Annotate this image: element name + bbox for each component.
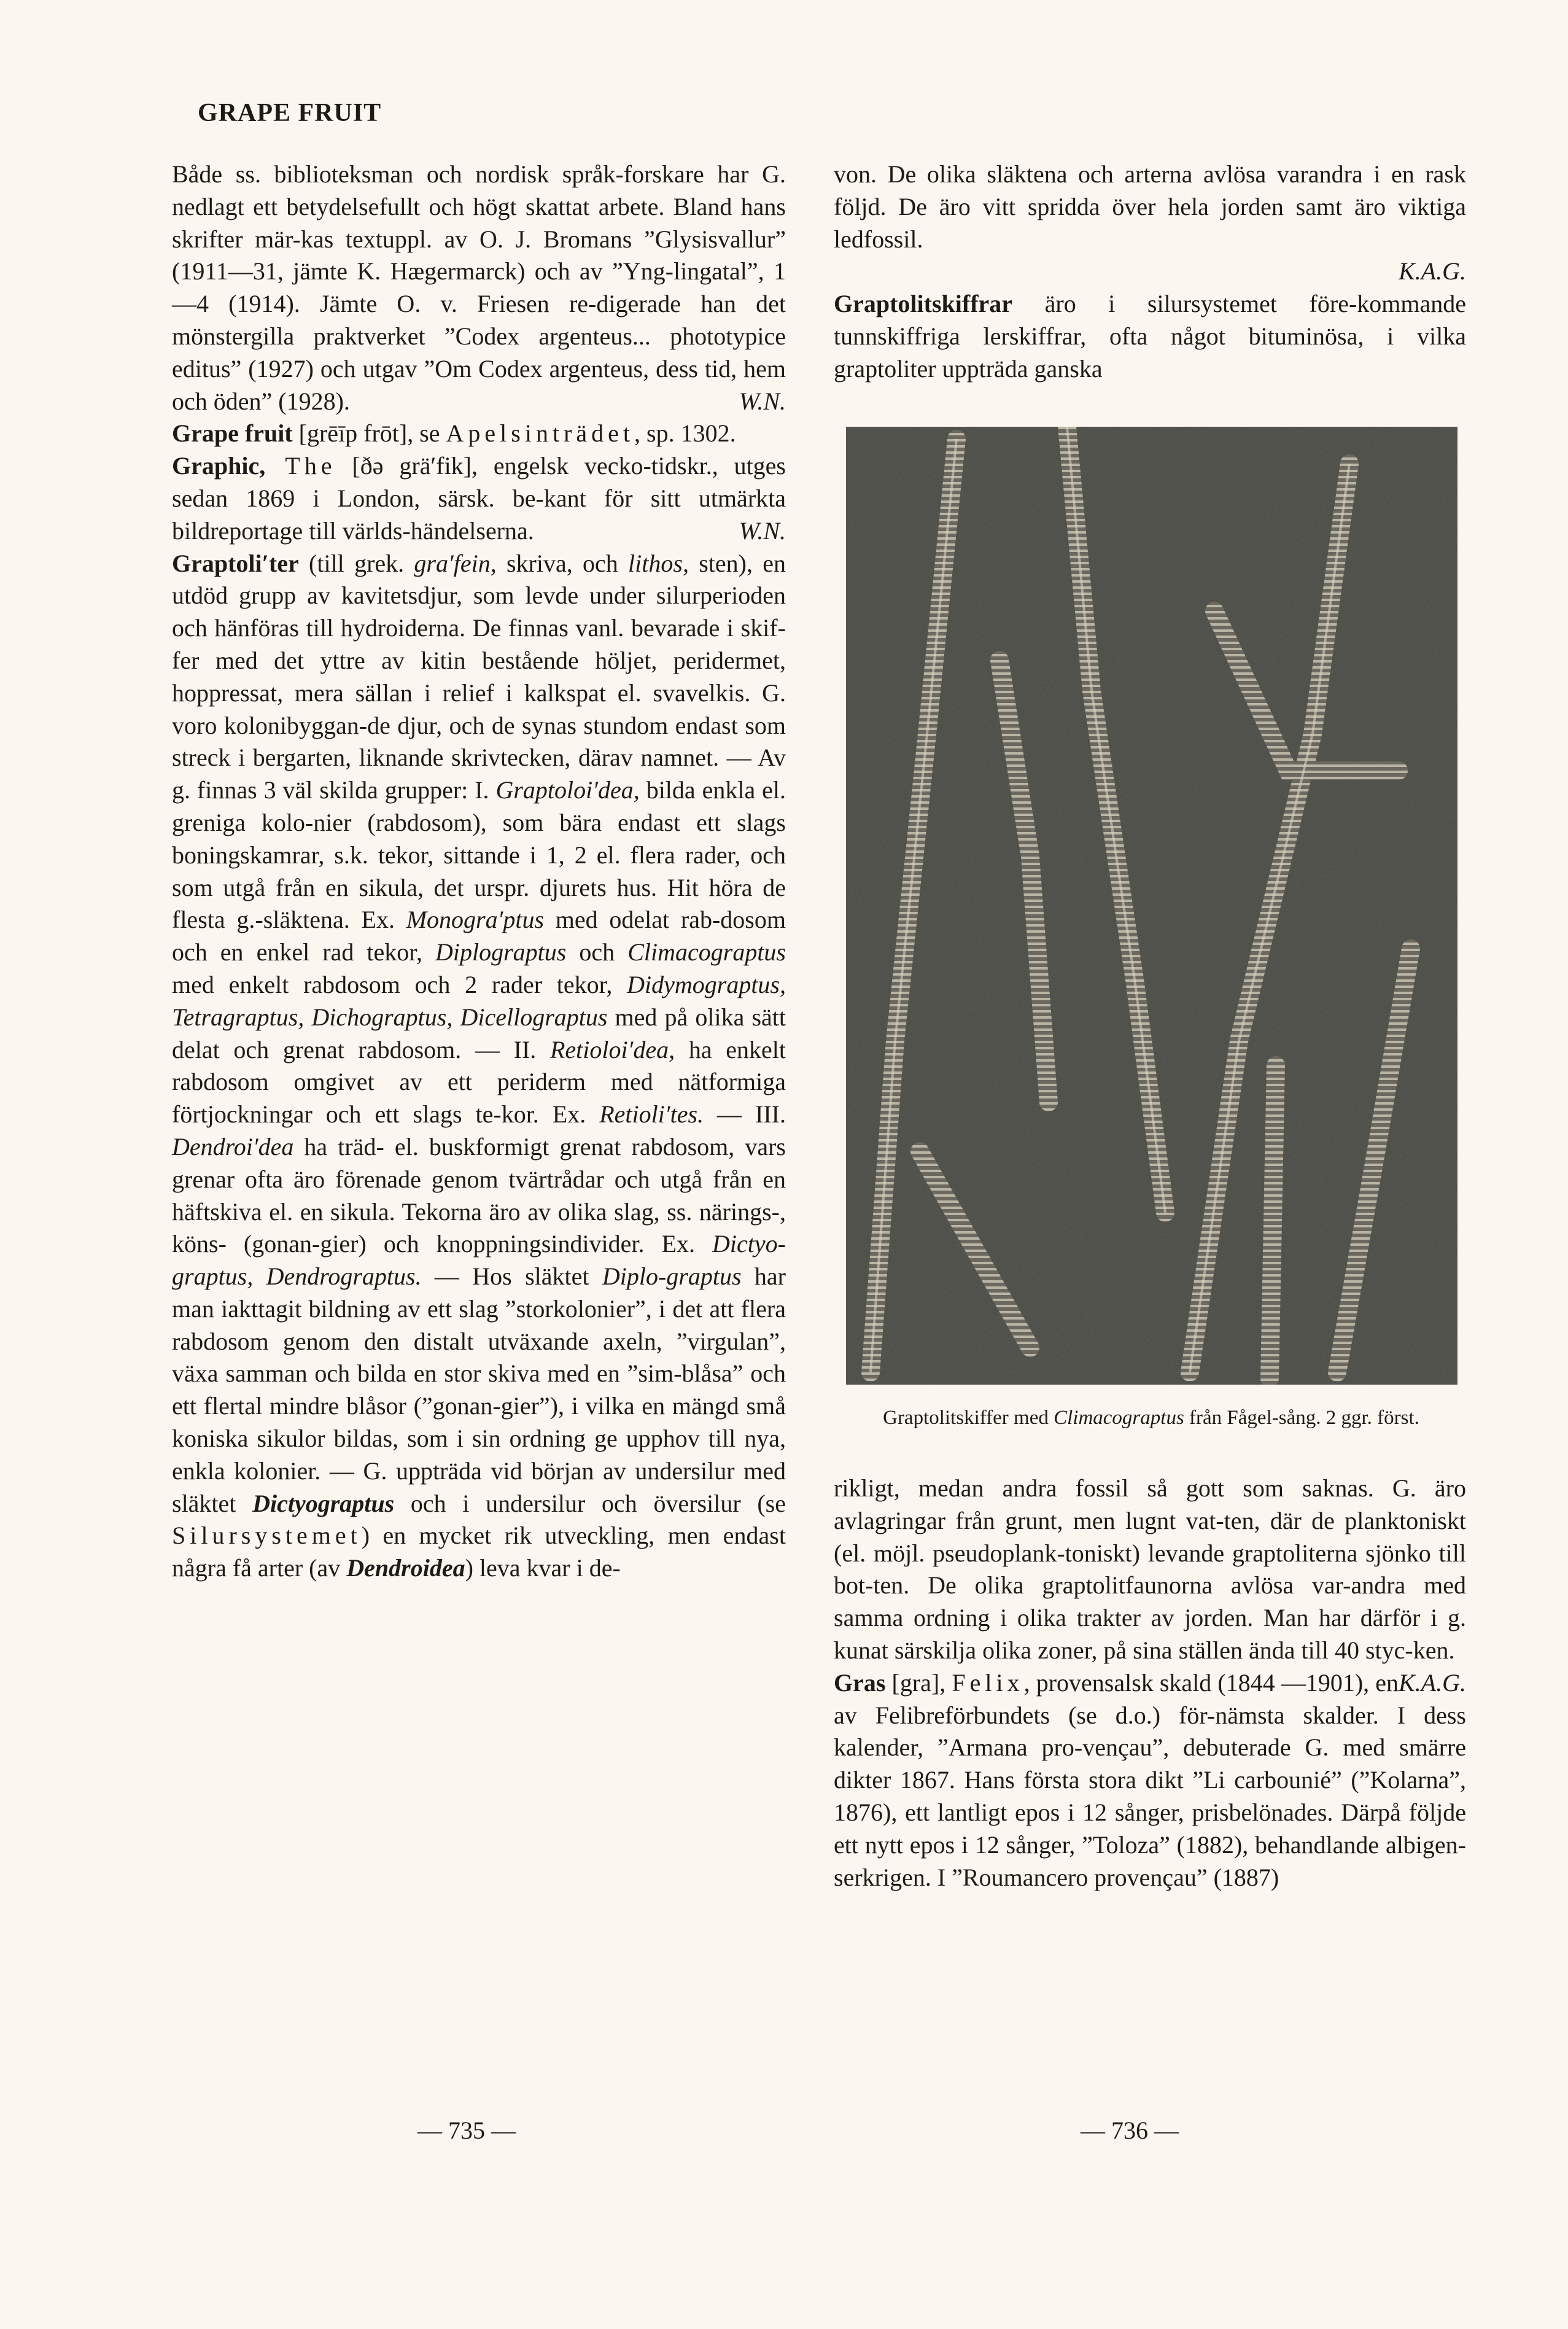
paragraph-graptolitskiffrar-cont: rikligt, medan andra fossil så gott som saknas. G. äro avlagringar från grunt, men lugnt vat-ten, där de planktoniskt (el. möjl. pseudoplank-toniskt) levande graptoliterna sjönko till bot-ten. De olika graptolitfaunorna avlösa var-andra med samma ordning i olika trakter av jorden. Man har därför i g. kunat särskilja olika zoner, på sina ställen ända till 40 styc-ken. K.A.G. (834, 1472, 1466, 1667)
entry-graptoliter: Graptoli′ter (till grek. gra′fein, skriva, och lithos, sten), en utdöd grupp av kavitetsdjur, som levde under silurperioden och hänföras till hydroiderna. De finnas vanl. bevarade i skif-fer med det yttre av kitin bestående höljet, peridermet, hoppressat, mera sällan i relief i kalkspat el. svavelkis. G. voro kolonibyggan-de djur, och de synas stundom endast som streck i bergarten, liknande skrivtecken, därav namnet. — Av g. finnas 3 väl skilda grupper: I. Graptoloi′dea, bilda enkla el. greniga kolo-nier (rabdosom), som bära endast ett slags boningskamrar, s.k. tekor, sittande i 1, 2 el. flera rader, och som utgå från en sikula, det urspr. djurets hus. Hit höra de flesta g.-släktena. Ex. Monogra′ptus med odelat rab-dosom och en enkel rad tekor, Diplograptus och Climacograptus med enkelt rabdosom och 2 rader tekor, Didymograptus, Tetragraptus, Dichograptus, Dicellograptus med på olika sätt delat och grenat rabdosom. — II. Retioloi′dea, ha enkelt rabdosom omgivet av ett periderm med nätformiga förtjockningar och ett slags te-kor. Ex. Retioli′tes. — III. Dendroi′dea ha träd- el. buskformigt grenat rabdosom, vars grenar ofta äro förenade genom tvärtrådar och utgå från en häftskiva el. en sikula. Tekorna äro av olika slag, ss. närings-, köns- (gonan-gier) och knoppningsindivider. Ex. Dictyo-graptus, Dendrograptus. — Hos släktet Diplo-graptus har man iakttagit bildning av ett slag ”storkolonier”, i det att flera rabdosom genom den distalt utväxande axeln, ”virgulan”, växa samman och bilda en stor skiva med en ”sim-blåsa” och ett flertal mindre blåsor (”gonan-gier”), i vilka en mängd små koniska sikulor bildas, som i sin ordning ge upphov till nya, enkla kolonier. — G. uppträda vid början av undersilur med släktet Dictyograptus och i undersilur och översilur (se Silursystemet) en mycket rik utveckling, men endast några få arter (av Dendroidea) leva kvar i de- (172, 549, 786, 1582)
page-number-right: — 736 — (1081, 2117, 1179, 2144)
entry-headword: Graphic, (172, 452, 266, 480)
graptolite-shale-photo (846, 427, 1457, 1385)
right-column-bottom (834, 1472, 1466, 1894)
entry-headword: Gras (834, 1668, 886, 1697)
right-column-top (834, 158, 1466, 386)
page-number-left: — 735 — (417, 2117, 516, 2144)
fossil-image (846, 427, 1457, 1385)
entry-grape-fruit: Grape fruit [grēīp frōt], se Apelsinträdet, sp. 1302. (172, 419, 736, 448)
entry-headword: Graptoli′ter (172, 549, 299, 577)
entry-headword: Graptolitskiffrar (834, 290, 1013, 318)
paragraph-gjandvik-cont: Både ss. biblioteksman och nordisk språk-forskare har G. nedlagt ett betydelsefullt och högt skattat arbete. Bland hans skrifter mär-kas textuppl. av O. J. Bromans ”Glysisvallur” (1911—31, jämte K. Hægermarck) och av ”Yng-lingatal”, 1—4 (1914). Jämte O. v. Friesen re-digerade han det mönstergilla praktverket ”Codex argenteus... phototypice editus” (1927) och utgav ”Om Codex argenteus, dess tid, hem och öden” (1928). W.N. (172, 158, 786, 418)
entry-gras: Gras [gra], Felix, provensalsk skald (1844 —1901), en av Felibreförbundets (se d.o.) för-nämsta skalder. I dess kalender, ”Armana pro-vençau”, debuterade G. med smärre dikter 1867. Hans första stora dikt ”Li carbounié” (”Kolarna”, 1876), ett lantligt epos i 12 sånger, prisbelönades. Därpå följde ett nytt epos i 12 sånger, ”Toloza” (1882), behandlande albigen-serkrigen. I ”Roumancero provençau” (1887) (834, 1668, 1466, 1891)
signature: K.A.G. (1399, 1668, 1466, 1697)
signature: W.N. (739, 516, 786, 545)
paragraph-graptoliter-cont: von. De olika släktena och arterna avlösa varandra i en rask följd. De äro vitt spridda över hela jorden samt äro viktiga ledfossil. (834, 160, 1466, 253)
entry-graptolitskiffrar: Graptolitskiffrar äro i silursystemet före-kommande tunnskiffriga lerskiffrar, ofta något bituminösa, i vilka graptoliter uppträda ganska (834, 290, 1466, 383)
entry-headword: Grape fruit (172, 419, 293, 448)
cross-reference: Silursystemet (172, 1522, 362, 1550)
cross-reference: Apelsinträdet (446, 419, 635, 448)
entry-graphic: Graphic, The [ðə grä′fik], engelsk vecko-tidskr., utges sedan 1869 i London, särsk. be-kant för sitt utmärkta bildreportage till världs-händelserna. W.N. (172, 450, 786, 547)
figure-caption: Graptolitskiffer med Climacograptus från Fågel-sång. 2 ggr. först. (883, 1407, 1419, 1429)
running-head: GRAPE FRUIT (198, 99, 382, 127)
signature: K.A.G. (1399, 257, 1466, 286)
left-column (172, 158, 786, 1585)
signature: W.N. (739, 387, 786, 415)
